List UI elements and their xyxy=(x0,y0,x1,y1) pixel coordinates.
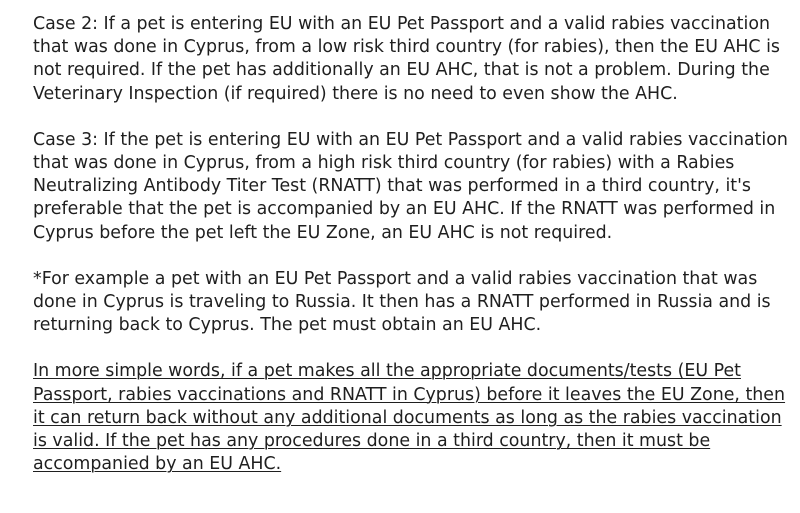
example-paragraph: *For example a pet with an EU Pet Passport and a valid rabies vaccination that was done in Cyprus is traveling to Russia. It then has a RNATT performed in Russia and is returning back to Cyprus. The pet must obtain an EU AHC. xyxy=(33,268,771,336)
case-3-paragraph: Case 3: If the pet is entering EU with an EU Pet Passport and a valid rabies vaccination that was done in Cyprus, from a high risk third country (for rabies) with a Rabies Neutralizing Antibody Titer Test (RNATT) that was performed in a third country, it's preferable that the pet is accompanied by an EU AHC. If the RNATT was performed in Cyprus before the pet left the EU Zone, an EU AHC is not required. xyxy=(33,129,788,243)
case-2-paragraph: Case 2: If a pet is entering EU with an EU Pet Passport and a valid rabies vaccination that was done in Cyprus, from a low risk third country (for rabies), then the EU AHC is not required. If the pet has additionally an EU AHC, that is not a problem. During the Veterinary Inspection (if required) there is no need to even show the AHC. xyxy=(33,14,780,104)
summary-paragraph: In more simple words, if a pet makes all the appropriate documents/tests (EU Pet Passport, rabies vaccinations and RNATT in Cyprus) before it leaves the EU Zone, then it can return back without any additional documents as long as the rabies vaccination is valid. If the pet has any procedures done in a third country, then it must be accompanied by an EU AHC. xyxy=(33,361,786,475)
